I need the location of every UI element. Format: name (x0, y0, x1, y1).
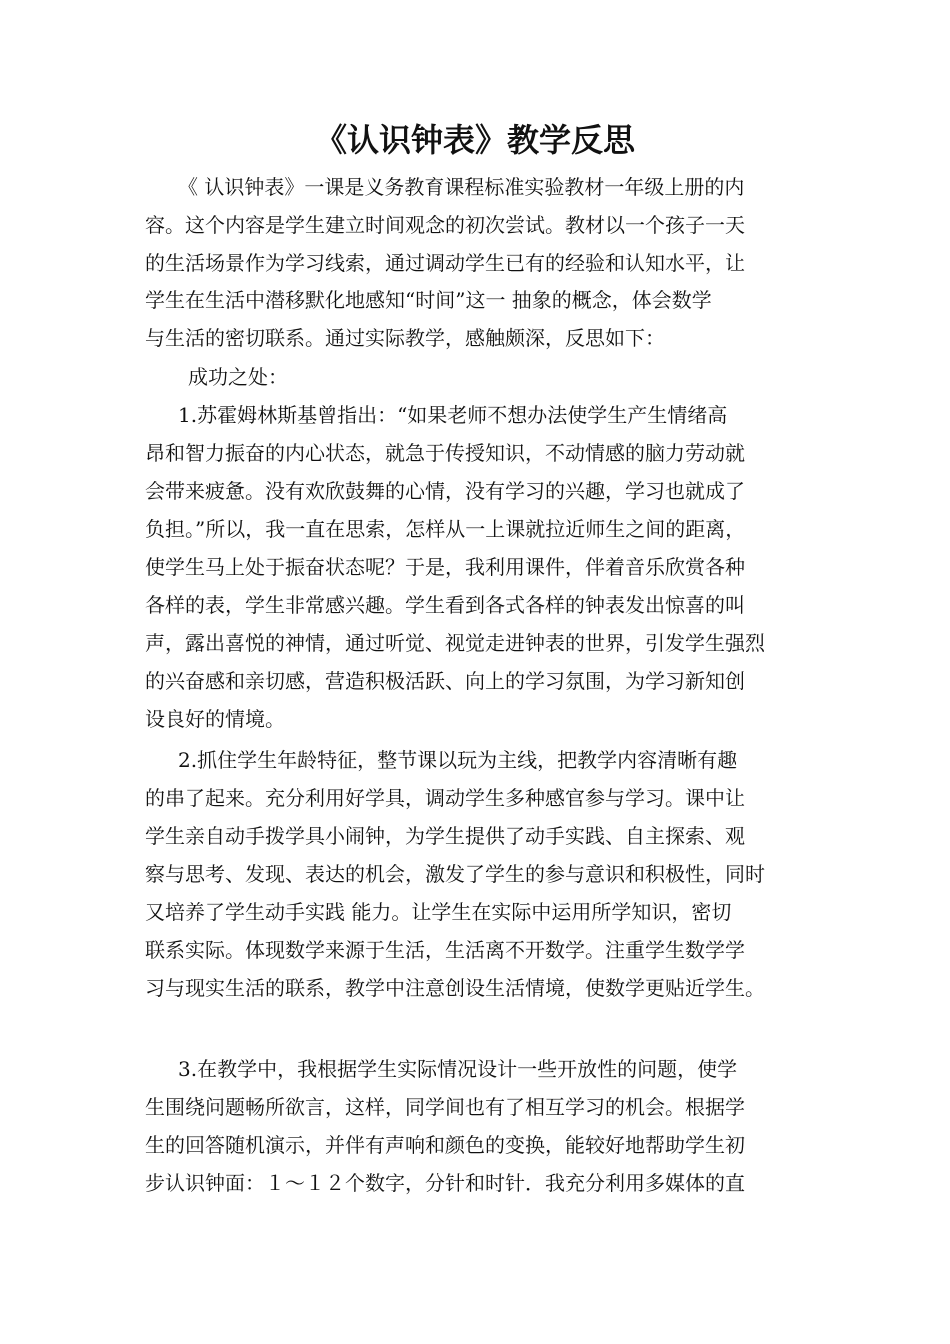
paragraph-line: 会带来疲惫。没有欢欣鼓舞的心情，没有学习的兴趣，学习也就成了 (145, 479, 745, 503)
paragraph-line: 生的回答随机演示，并伴有声响和颜色的变换，能较好地帮助学生初 (145, 1133, 745, 1157)
paragraph-line: 《 认识钟表》一课是义务教育课程标准实验教材一年级上册的内 (178, 175, 745, 199)
paragraph-line: 1.苏霍姆林斯基曾指出：“如果老师不想办法使学生产生情绪高 (178, 403, 728, 427)
paragraph-line: 学生在生活中潜移默化地感知“时间”这一 抽象的概念，体会数学 (145, 288, 712, 312)
paragraph-line: 的兴奋感和亲切感，营造积极活跃、向上的学习氛围，为学习新知创 (145, 669, 745, 693)
paragraph-line: 习与现实生活的联系，教学中注意创设生活情境，使数学更贴近学生。 (145, 976, 765, 1000)
paragraph-line: 容。这个内容是学生建立时间观念的初次尝试。教材以一个孩子一天 (145, 213, 745, 237)
document-title: 《认识钟表》教学反思 (314, 121, 635, 159)
paragraph-line: 步认识钟面：１～１２个数字，分针和时针．我充分利用多媒体的直 (145, 1171, 745, 1195)
paragraph-line: 察与思考、发现、表达的机会，激发了学生的参与意识和积极性，同时 (145, 862, 765, 886)
paragraph-line: 各样的表，学生非常感兴趣。学生看到各式各样的钟表发出惊喜的叫 (145, 593, 745, 617)
paragraph-line: 的串了起来。充分利用好学具，调动学生多种感官参与学习。课中让 (145, 786, 745, 810)
paragraph-line: 声，露出喜悦的神情，通过听觉、视觉走进钟表的世界，引发学生强烈 (145, 631, 765, 655)
paragraph-line: 学生亲自动手拨学具小闹钟，为学生提供了动手实践、自主探索、观 (145, 824, 745, 848)
paragraph-line: 联系实际。体现数学来源于生活，生活离不开数学。注重学生数学学 (145, 938, 745, 962)
paragraph-line: 生围绕问题畅所欲言，这样，同学间也有了相互学习的机会。根据学 (145, 1095, 745, 1119)
paragraph-line: 设良好的情境。 (145, 707, 285, 731)
paragraph-line: 昂和智力振奋的内心状态，就急于传授知识，不动情感的脑力劳动就 (145, 441, 745, 465)
paragraph-line: 的生活场景作为学习线索，通过调动学生已有的经验和认知水平，让 (145, 251, 745, 275)
section-heading: 成功之处： (188, 365, 288, 389)
paragraph-line: 2.抓住学生年龄特征，整节课以玩为主线，把教学内容清晰有趣 (178, 748, 738, 772)
paragraph-line: 又培养了学生动手实践 能力。让学生在实际中运用所学知识，密切 (145, 900, 732, 924)
paragraph-line: 使学生马上处于振奋状态呢？于是，我利用课件，伴着音乐欣赏各种 (145, 555, 745, 579)
paragraph-line: 与生活的密切联系。通过实际教学，感触颇深，反思如下： (145, 326, 665, 350)
paragraph-line: 3.在教学中，我根据学生实际情况设计一些开放性的问题，使学 (178, 1057, 738, 1081)
paragraph-line: 负担。”所以，我一直在思索，怎样从一上课就拉近师生之间的距离， (145, 517, 746, 541)
